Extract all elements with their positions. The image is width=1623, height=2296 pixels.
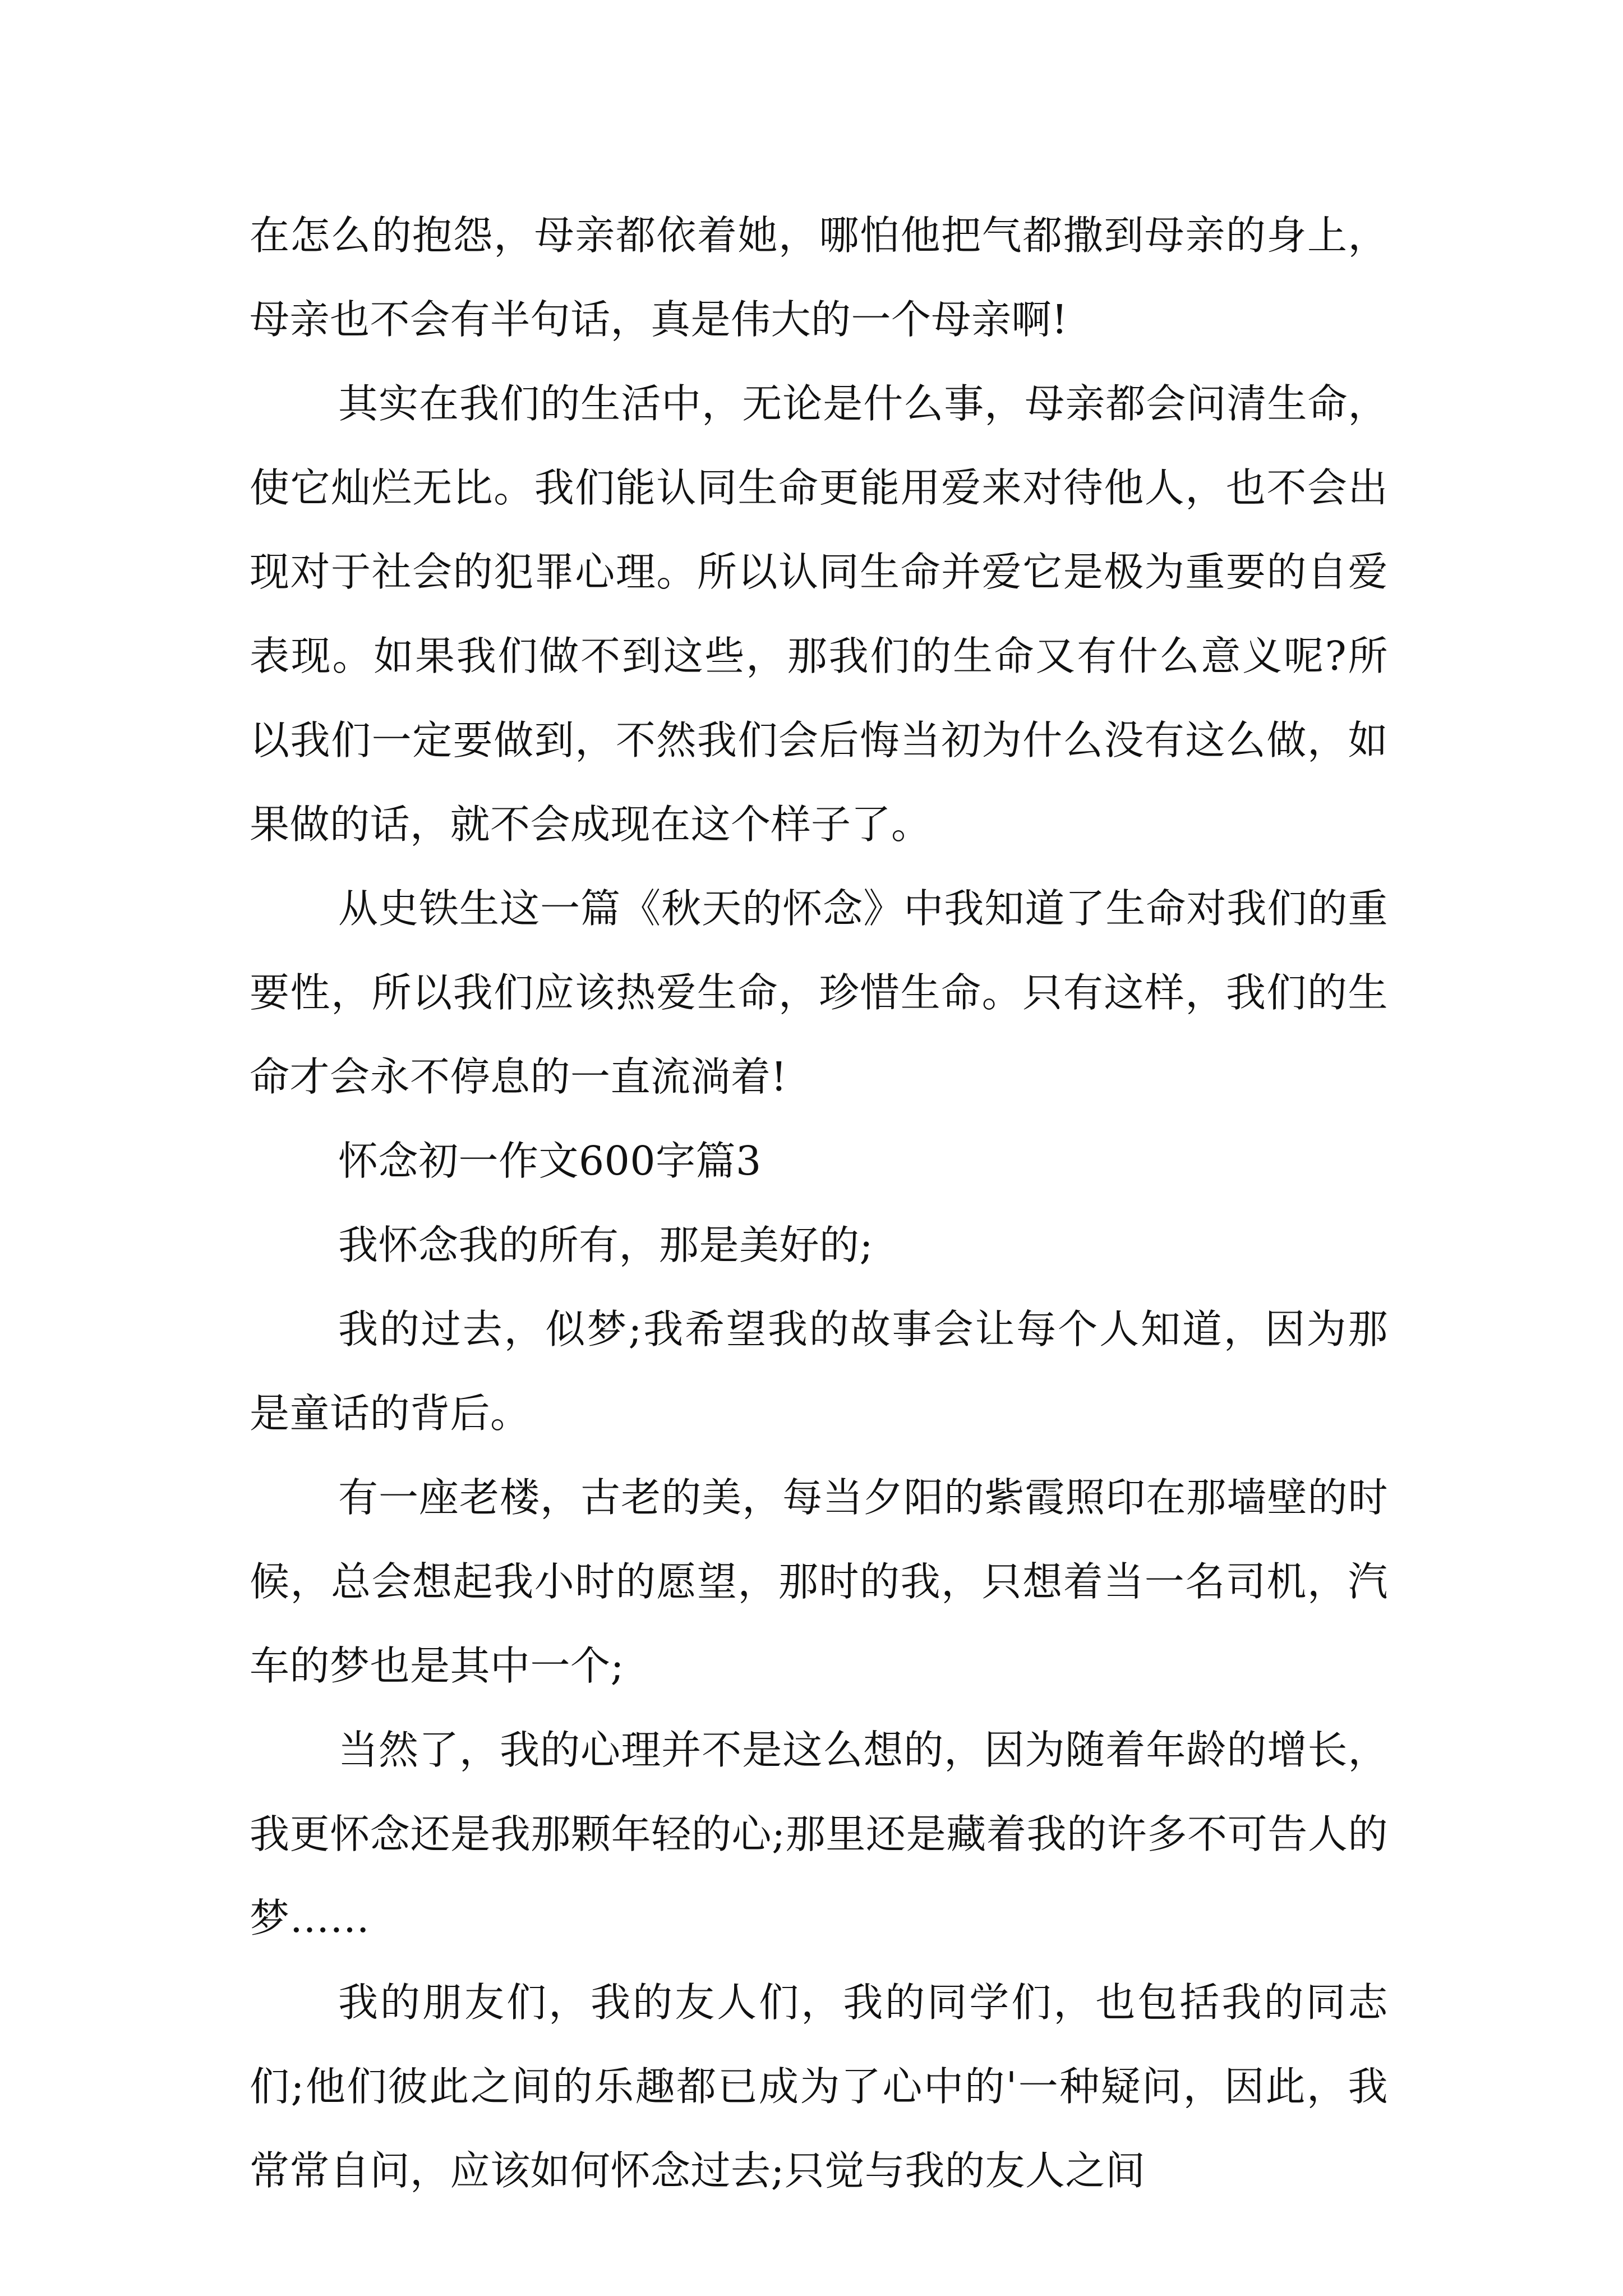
paragraph-remember-all: 我怀念我的所有，那是美好的; bbox=[338, 1222, 873, 1268]
paragraph-friends: 我的朋友们，我的友人们，我的同学们，也包括我的同志们;他们彼此之间的乐趣都已成为了心中的'一种疑问，因此，我常常自问，应该如何怀念过去;只觉与我的友人之间 bbox=[250, 1979, 1388, 2194]
essay-section-heading: 怀念初一作文600字篇3 bbox=[338, 1138, 762, 1184]
paragraph-life-meaning: 其实在我们的生活中，无论是什么事，母亲都会问清生命，使它灿烂无比。我们能认同生命更能用爱来对待他人，也不会出现对于社会的犯罪心理。所以认同生命并爱它是极为重要的自爱表现。如果我们做不到这些，那我们的生命又有什么意义呢?所以我们一定要做到，不然我们会后悔当初为什么没有这么做，如果做的话，就不会成现在这个样子了。 bbox=[250, 380, 1388, 848]
document-body bbox=[250, 194, 1388, 2213]
paragraph-autumn-remembrance: 从史铁生这一篇《秋天的怀念》中我知道了生命对我们的重要性，所以我们应该热爱生命，珍惜生命。只有这样，我们的生命才会永不停息的一直流淌着! bbox=[250, 885, 1388, 1100]
paragraph-old-building: 有一座老楼，古老的美，每当夕阳的紫霞照印在那墙壁的时候，总会想起我小时的愿望，那时的我，只想着当一名司机，汽车的梦也是其中一个; bbox=[250, 1474, 1388, 1689]
paragraph-past-dream: 我的过去，似梦;我希望我的故事会让每个人知道，因为那是童话的背后。 bbox=[250, 1306, 1388, 1437]
paragraph-young-heart: 当然了，我的心理并不是这么想的，因为随着年龄的增长，我更怀念还是我那颗年轻的心;那里还是藏着我的许多不可告人的梦…… bbox=[250, 1727, 1388, 1941]
paragraph-continuation: 在怎么的抱怨，母亲都依着她，哪怕他把气都撒到母亲的身上，母亲也不会有半句话，真是伟大的一个母亲啊! bbox=[250, 212, 1388, 343]
